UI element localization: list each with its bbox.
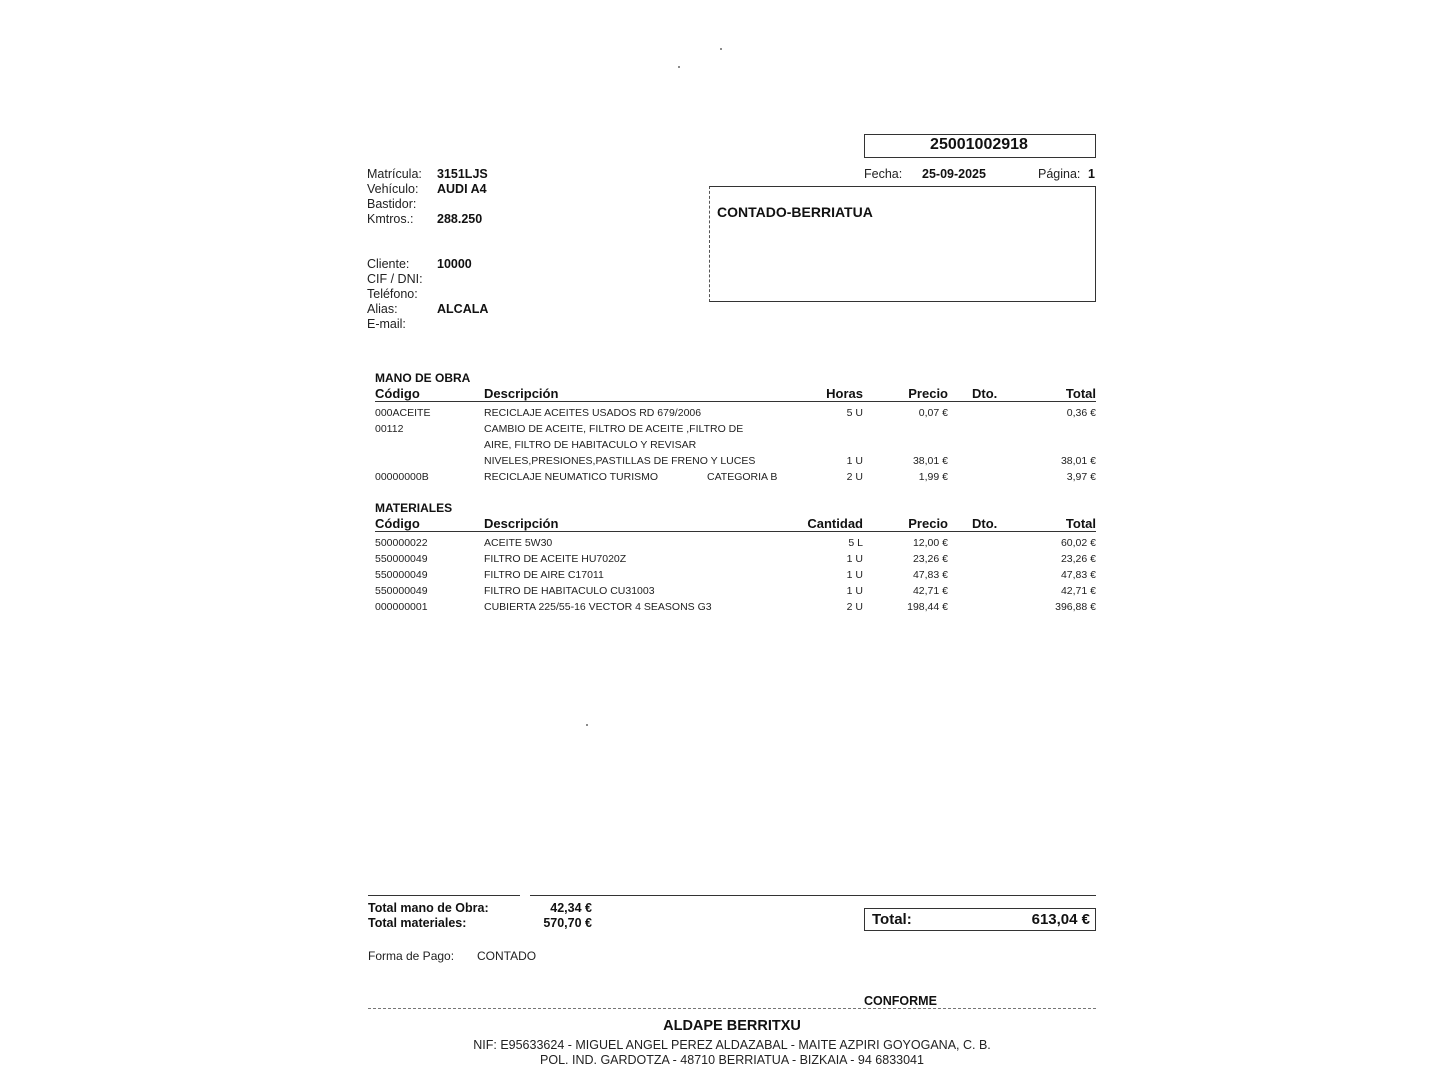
pagina-value: 1: [1088, 167, 1095, 181]
material-total: 396,88 €: [1055, 601, 1096, 613]
totals-rule-left: [368, 895, 520, 896]
labor-descripcion: RECICLAJE ACEITES USADOS RD 679/2006: [484, 407, 702, 419]
materials-header-codigo: Código: [375, 516, 420, 531]
material-total: 42,71 €: [1060, 585, 1096, 597]
labor-codigo: 00112: [375, 423, 404, 435]
email-label: E-mail:: [367, 317, 406, 331]
address-name: CONTADO-BERRIATUA: [717, 204, 873, 220]
material-descripcion: CUBIERTA 225/55-16 VECTOR 4 SEASONS G3: [484, 601, 712, 613]
forma-pago-label: Forma de Pago:: [368, 949, 455, 963]
labor-descripcion: CAMBIO DE ACEITE, FILTRO DE ACEITE ,FILTRO DE: [484, 423, 744, 435]
material-codigo: 000000001: [375, 601, 428, 613]
kmtros-value: 288.250: [437, 212, 483, 226]
alias-label: Alias:: [367, 302, 398, 316]
material-descripcion: ACEITE 5W30: [484, 537, 553, 549]
matricula-label: Matrícula:: [367, 167, 422, 181]
material-qty: 2 U: [846, 601, 863, 613]
labor-total: 0,36 €: [1066, 407, 1096, 419]
labor-header-codigo: Código: [375, 386, 420, 401]
labor-extra: CATEGORIA B: [707, 471, 778, 483]
material-total: 23,26 €: [1060, 553, 1096, 565]
labor-header-total: Total: [1065, 386, 1096, 401]
vehiculo-label: Vehículo:: [367, 182, 419, 196]
invoice-number: 25001002918: [930, 136, 1028, 153]
labor-qty: 2 U: [846, 471, 863, 483]
material-qty: 1 U: [846, 553, 863, 565]
total-mano-obra-label: Total mano de Obra:: [368, 901, 489, 915]
company-address-line: POL. IND. GARDOTZA - 48710 BERRIATUA - BIZKAIA - 94 6833041: [540, 1053, 924, 1067]
telefono-label: Teléfono:: [367, 287, 418, 301]
labor-precio: 0,07 €: [918, 407, 948, 419]
labor-header-horas: Horas: [826, 386, 863, 401]
material-precio: 198,44 €: [907, 601, 948, 613]
labor-precio: 1,99 €: [918, 471, 948, 483]
material-qty: 5 L: [848, 537, 863, 549]
material-codigo: 550000049: [375, 569, 428, 581]
material-qty: 1 U: [846, 569, 863, 581]
labor-qty: 1 U: [846, 455, 863, 467]
company-nif-line: NIF: E95633624 - MIGUEL ANGEL PEREZ ALDAZABAL - MAITE AZPIRI GOYOGANA, C. B.: [473, 1038, 991, 1052]
vehiculo-value: AUDI A4: [437, 182, 487, 196]
labor-codigo: 00000000B: [375, 471, 429, 483]
labor-descripcion: RECICLAJE NEUMATICO TURISMO: [484, 471, 659, 483]
material-descripcion: FILTRO DE ACEITE HU7020Z: [484, 553, 627, 565]
signature-line: [368, 1008, 1096, 1009]
total-materiales-value: 570,70 €: [543, 916, 592, 930]
labor-total: 38,01 €: [1060, 455, 1096, 467]
total-materiales-label: Total materiales:: [368, 916, 467, 930]
alias-value: ALCALA: [437, 302, 489, 316]
labor-header-rule: [375, 401, 1096, 402]
scan-speck: [586, 724, 588, 726]
fecha-label: Fecha:: [864, 167, 903, 181]
labor-codigo: 000ACEITE: [375, 407, 431, 419]
material-descripcion: FILTRO DE AIRE C17011: [484, 569, 604, 581]
bastidor-label: Bastidor:: [367, 197, 417, 211]
forma-pago-value: CONTADO: [477, 949, 537, 963]
material-codigo: 550000049: [375, 553, 428, 565]
scan-speck: [720, 48, 722, 50]
materials-title: MATERIALES: [375, 501, 453, 515]
totals-rule-right: [530, 895, 1096, 896]
cliente-value: 10000: [437, 257, 472, 271]
total-mano-obra-value: 42,34 €: [550, 901, 592, 915]
material-descripcion: FILTRO DE HABITACULO CU31003: [484, 585, 655, 597]
labor-descripcion: AIRE, FILTRO DE HABITACULO Y REVISAR: [484, 439, 697, 451]
materials-header-cantidad: Cantidad: [807, 516, 863, 531]
labor-header-precio: Precio: [908, 386, 948, 401]
material-codigo: 550000049: [375, 585, 428, 597]
company-name: ALDAPE BERRITXU: [663, 1018, 801, 1034]
materials-header-precio: Precio: [908, 516, 948, 531]
materials-header-dto: Dto.: [972, 516, 998, 531]
labor-qty: 5 U: [846, 407, 863, 419]
material-precio: 12,00 €: [912, 537, 948, 549]
pagina-label: Página:: [1038, 167, 1081, 181]
material-precio: 42,71 €: [912, 585, 948, 597]
material-codigo: 500000022: [375, 537, 428, 549]
materials-header-rule: [375, 531, 1096, 532]
labor-descripcion: NIVELES,PRESIONES,PASTILLAS DE FRENO Y LUCES: [484, 455, 756, 467]
scan-speck: [678, 66, 680, 68]
fecha-value: 25-09-2025: [922, 167, 986, 181]
labor-precio: 38,01 €: [912, 455, 948, 467]
material-total: 47,83 €: [1060, 569, 1096, 581]
grand-total-label: Total:: [872, 911, 912, 928]
labor-header-dto: Dto.: [972, 386, 998, 401]
kmtros-label: Kmtros.:: [367, 212, 414, 226]
matricula-value: 3151LJS: [437, 167, 488, 181]
material-qty: 1 U: [846, 585, 863, 597]
conforme-label: CONFORME: [864, 994, 937, 1008]
labor-total: 3,97 €: [1066, 471, 1096, 483]
materials-header-descripcion: Descripción: [484, 516, 559, 531]
material-precio: 23,26 €: [912, 553, 948, 565]
labor-title: MANO DE OBRA: [375, 371, 471, 385]
labor-header-descripcion: Descripción: [484, 386, 559, 401]
grand-total-value: 613,04 €: [1031, 911, 1090, 928]
cliente-label: Cliente:: [367, 257, 410, 271]
material-precio: 47,83 €: [912, 569, 948, 581]
cif-label: CIF / DNI:: [367, 272, 423, 286]
material-total: 60,02 €: [1060, 537, 1096, 549]
materials-header-total: Total: [1065, 516, 1096, 531]
